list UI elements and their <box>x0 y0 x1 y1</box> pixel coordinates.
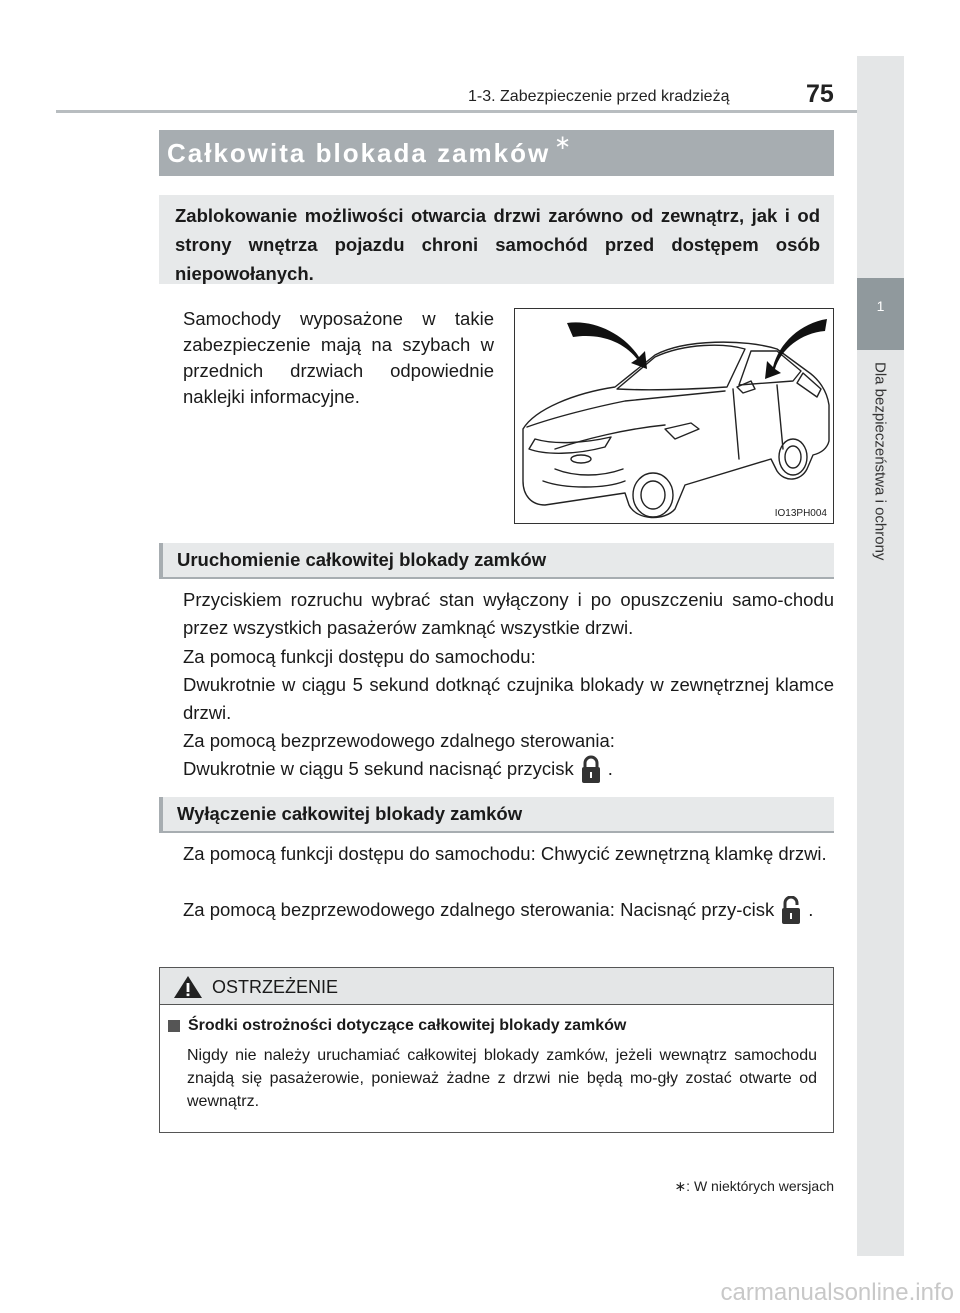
section-header-deactivate-label: Wyłączenie całkowitej blokady zamków <box>177 803 523 824</box>
warning-header <box>160 968 833 1005</box>
warning-subtitle: Środki ostrożności dotyczące całkowitej blokady zamków <box>188 1017 627 1034</box>
activate-remote-text <box>183 755 834 785</box>
lock-open-icon <box>780 896 802 926</box>
watermark: carmanualsonline.info <box>720 1279 954 1306</box>
chapter-label: Dla bezpieczeństwa i ochrony <box>871 362 889 561</box>
running-header: 1-3. Zabezpieczenie przed kradzieżą <box>468 88 730 105</box>
activate-entry-function <box>183 643 834 727</box>
warning-box <box>159 967 834 1133</box>
deactivate-entry-function: Za pomocą funkcji dostępu do samochodu: Chwycić zewnętrzną klamkę drzwi. <box>183 843 827 864</box>
warning-triangle-icon <box>173 975 203 999</box>
activate-remote-end: . <box>607 758 613 779</box>
footnote: ∗: W niektórych wersjach <box>674 1178 834 1194</box>
lock-closed-icon <box>580 755 602 785</box>
warning-text: Nigdy nie należy uruchamiać całkowitej blokady zamków, jeżeli wewnątrz samochodu znajdą się pasażerowie, ponieważ żadne z drzwi nie będą mo-gły zostać otwarte od wewnątrz. <box>187 1047 817 1110</box>
activate-remote <box>183 727 834 785</box>
deactivate-remote-end: . <box>808 899 814 920</box>
activate-entry-function-text: Dwukrotnie w ciągu 5 sekund dotknąć czujnika blokady w zewnętrznej klamce drzwi. <box>183 674 834 723</box>
activate-step-1: Przyciskiem rozruchu wybrać stan wyłączony i po opuszczeniu samo-chodu przez wszystkich pasażerów zamknąć wszystkie drzwi. <box>183 589 834 638</box>
page-title-text: Całkowita blokada zamków <box>167 138 551 168</box>
section-header-activate-label: Uruchomienie całkowitej blokady zamków <box>177 549 547 570</box>
warning-title: OSTRZEŻENIE <box>212 977 339 997</box>
section-header-deactivate <box>159 797 834 833</box>
intro-text: Zablokowanie możliwości otwarcia drzwi zarówno od zewnątrz, jak i od strony wnętrza pojazdu chroni samochód przed dostępem osób niepowołanych. <box>175 205 820 284</box>
activate-remote-heading: Za pomocą bezprzewodowego zdalnego sterowania: <box>183 730 615 751</box>
chapter-tab-strip <box>857 56 904 1256</box>
page-number: 75 <box>806 80 834 108</box>
warning-bullet-icon <box>168 1020 180 1032</box>
deactivate-remote <box>183 896 834 926</box>
section-header-activate <box>159 543 834 579</box>
optional-equipment-marker: ∗ <box>554 132 573 154</box>
activate-entry-function-heading: Za pomocą funkcji dostępu do samochodu: <box>183 646 536 667</box>
car-illustration-icon <box>515 309 833 523</box>
chapter-number-tab: 1 <box>857 278 904 350</box>
car-illustration <box>514 308 834 524</box>
illustration-code: IO13PH004 <box>774 508 827 519</box>
deactivate-remote-text: Za pomocą bezprzewodowego zdalnego sterowania: Nacisnąć przy-cisk <box>183 899 775 920</box>
page-title <box>167 132 573 169</box>
sticker-paragraph: Samochody wyposażone w takie zabezpieczenie mają na szybach w przednich drzwiach odpowiednie naklejki informacyjne. <box>183 308 494 407</box>
activate-remote-instruction: Dwukrotnie w ciągu 5 sekund nacisnąć przycisk <box>183 758 574 779</box>
header-rule <box>56 110 902 113</box>
